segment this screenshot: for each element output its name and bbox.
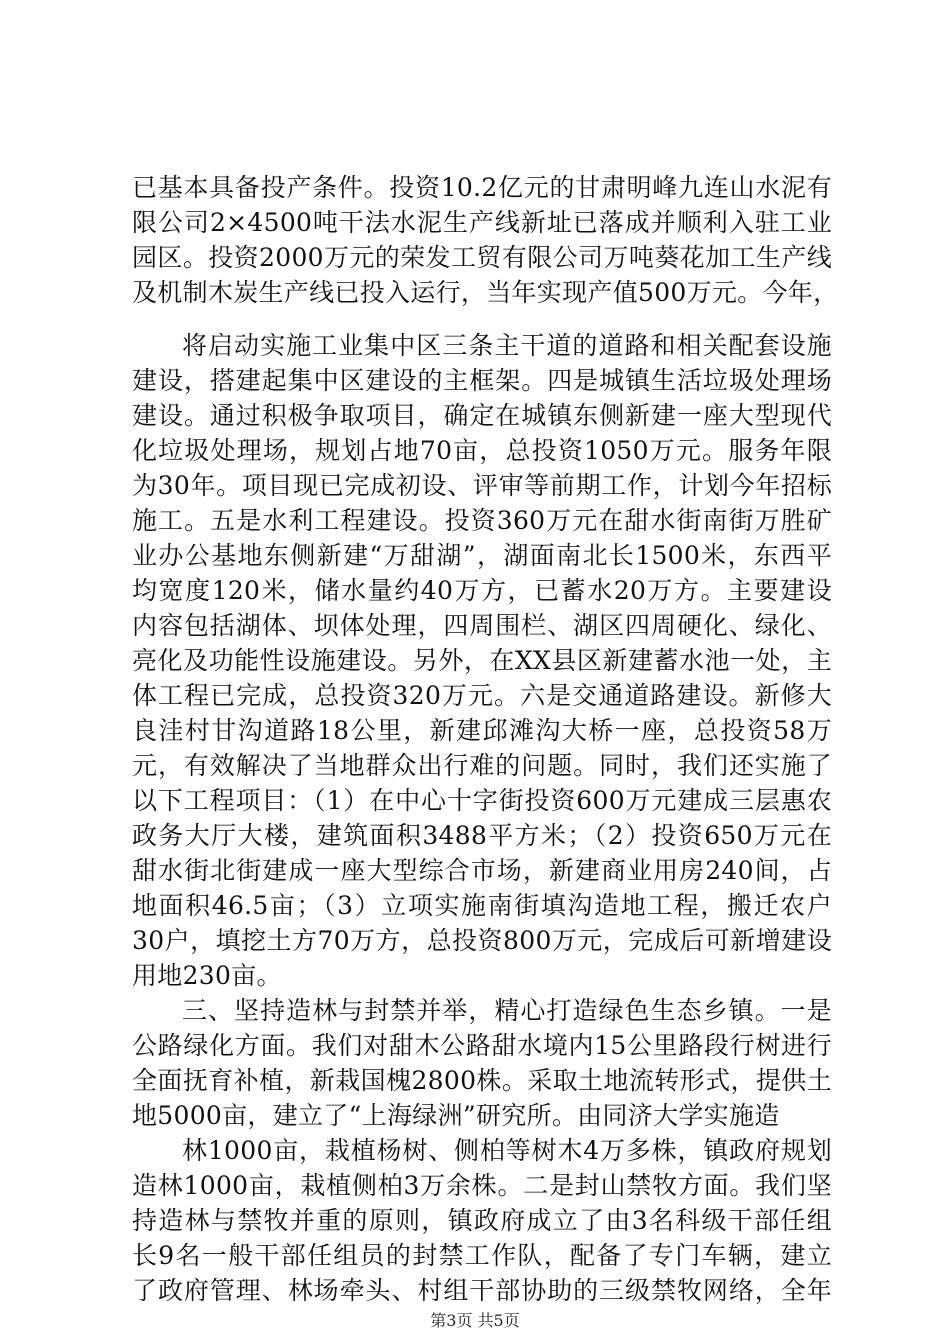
text-line: 业办公基地东侧新建“万甜湖”，湖面南北长1500米，东西平 <box>132 541 832 570</box>
text-line: 施工。五是水利工程建设。投资360万元在甜水街南街万胜矿 <box>132 506 832 535</box>
text-line: 了政府管理、林场牵头、村组干部协助的三级禁牧网络，全年 <box>132 1276 832 1305</box>
text-line: 已基本具备投产条件。投资10.2亿元的甘肃明峰九连山水泥有 <box>132 173 832 202</box>
text-line: 体工程已完成，总投资320万元。六是交通道路建设。新修大 <box>132 681 832 710</box>
text-line: 地面积46.5亩；（3）立项实施南街填沟造地工程，搬迁农户 <box>132 891 832 920</box>
paragraph-first-line: 将启动实施工业集中区三条主干道的道路和相关配套设施 <box>182 331 832 360</box>
text-line: 园区。投资2000万元的荣发工贸有限公司万吨葵花加工生产线 <box>132 243 832 272</box>
text-line: 用地230亩。 <box>132 961 282 990</box>
text-line: 均宽度120米，储水量约40万方，已蓄水20万方。主要建设 <box>132 576 832 605</box>
text-line: 以下工程项目：（1）在中心十字街投资600万元建成三层惠农 <box>132 786 832 815</box>
text-line: 公路绿化方面。我们对甜木公路甜水境内15公里路段行树进行 <box>132 1031 832 1060</box>
text-line: 甜水街北街建成一座大型综合市场，新建商业用房240间，占 <box>132 856 832 885</box>
text-line: 良洼村甘沟道路18公里，新建邱滩沟大桥一座，总投资58万 <box>132 716 832 745</box>
text-line: 化垃圾处理场，规划占地70亩，总投资1050万元。服务年限 <box>132 436 832 465</box>
text-line: 造林1000亩，栽植侧柏3万余株。二是封山禁牧方面。我们坚 <box>132 1171 832 1200</box>
paragraph-first-line: 三、坚持造林与封禁并举，精心打造绿色生态乡镇。一是 <box>182 996 832 1025</box>
text-line: 为30年。项目现已完成初设、评审等前期工作，计划今年招标 <box>132 471 832 500</box>
text-line: 限公司2×4500吨干法水泥生产线新址已落成并顺利入驻工业 <box>132 208 832 237</box>
paragraph-first-line: 林1000亩，栽植杨树、侧柏等树木4万多株，镇政府规划 <box>182 1136 832 1165</box>
text-line: 元，有效解决了当地群众出行难的问题。同时，我们还实施了 <box>132 751 832 780</box>
text-line: 建设，搭建起集中区建设的主框架。四是城镇生活垃圾处理场 <box>132 366 832 395</box>
text-line: 及机制木炭生产线已投入运行，当年实现产值500万元。今年， <box>132 278 839 307</box>
text-line: 政务大厅大楼，建筑面积3488平方米；（2）投资650万元在 <box>132 821 832 850</box>
text-line: 建设。通过积极争取项目，确定在城镇东侧新建一座大型现代 <box>132 401 832 430</box>
text-line: 全面抚育补植，新栽国槐2800株。采取土地流转形式，提供土 <box>132 1066 832 1095</box>
text-line: 亮化及功能性设施建设。另外，在XX县区新建蓄水池一处，主 <box>132 646 832 675</box>
text-line: 长9名一般干部任组员的封禁工作队，配备了专门车辆，建立 <box>132 1241 832 1270</box>
text-line: 30户，填挖土方70万方，总投资800万元，完成后可新增建设 <box>132 926 832 955</box>
text-line: 地5000亩，建立了“上海绿洲”研究所。由同济大学实施造 <box>132 1101 780 1130</box>
text-line: 持造林与禁牧并重的原则，镇政府成立了由3名科级干部任组 <box>132 1206 832 1235</box>
page-footer: 第3页 共5页 <box>430 1311 520 1330</box>
text-line: 内容包括湖体、坝体处理，四周围栏、湖区四周硬化、绿化、 <box>132 611 832 640</box>
